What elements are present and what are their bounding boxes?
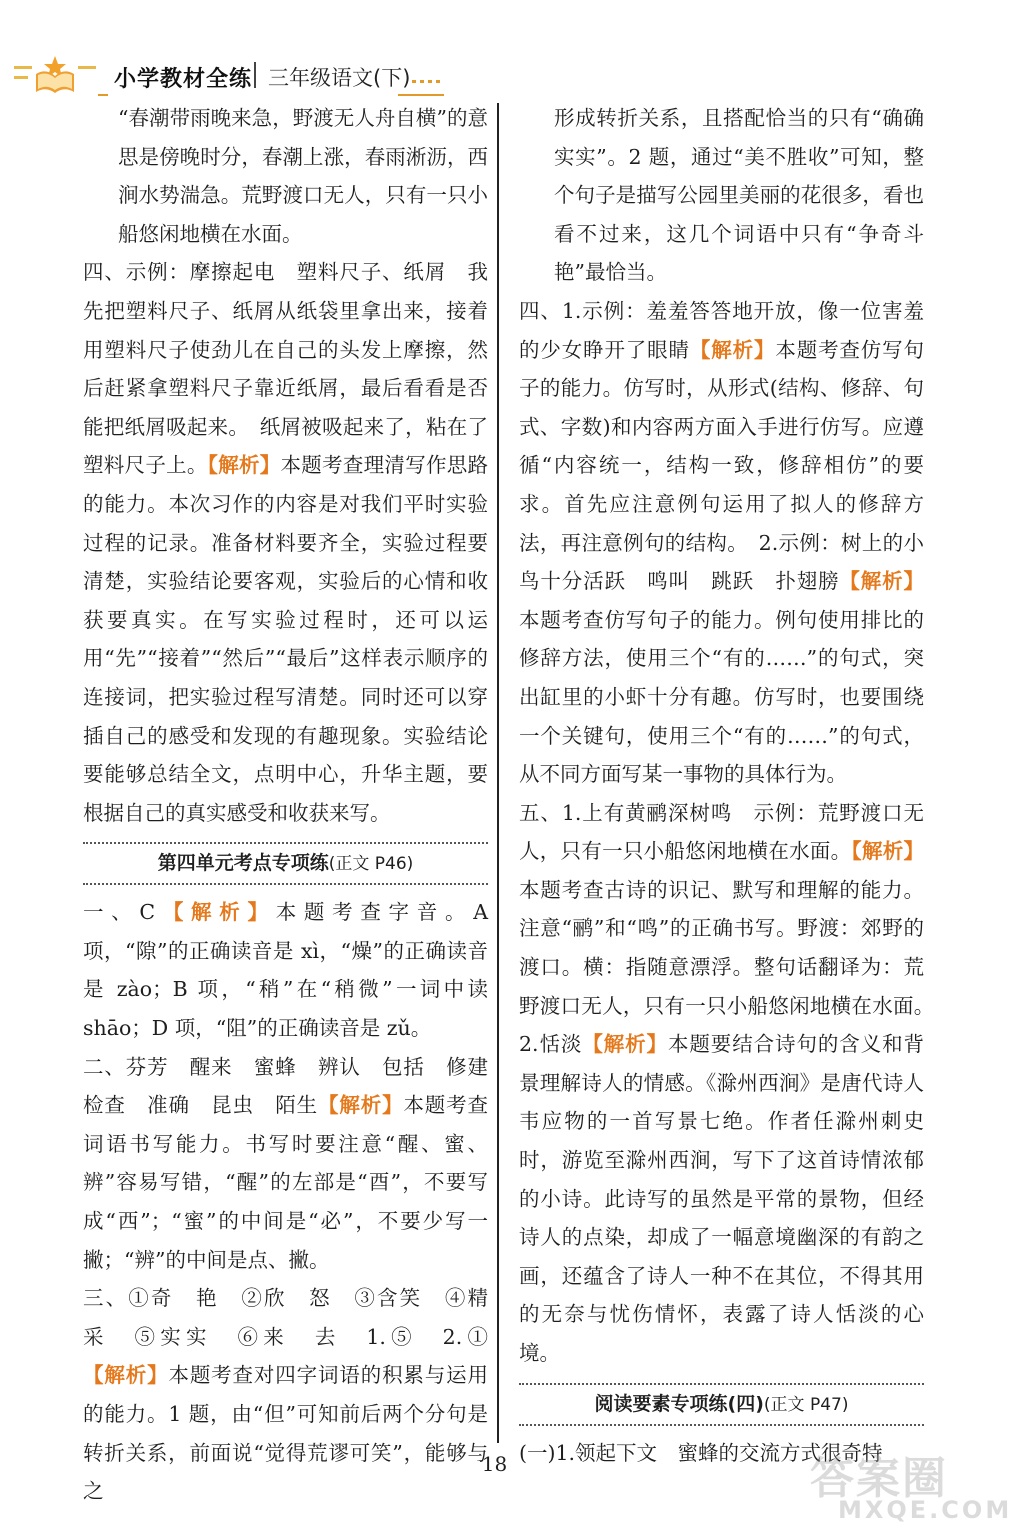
analysis-tag: 【解析】 <box>317 1093 404 1118</box>
section-title: 第四单元考点专项练 <box>157 852 329 875</box>
section-heading <box>83 842 488 885</box>
analysis-text-second: 本题考查仿写句子的能力。例句使用排比的修辞方法，使用三个“有的……”的句式，突出缸里的小虾十分有趣。仿写时，也要围绕一个关键句，使用三个“有的……”的句式，从不同方面写某一事物的具体行为。 <box>519 607 924 787</box>
answer-item-two <box>83 1048 509 1280</box>
section-title: 阅读要素专项练(四) <box>594 1392 764 1415</box>
answer-text: 三、①奇 艳 ②欣 怒 ③含笑 ④精 采 ⑤实实 ⑥来 去 1.⑤ 2.① <box>83 1286 509 1349</box>
analysis-text: 本题考查古诗的识记、默写和理解的能力。注意“鹂”和“鸣”的正确书写。野渡：郊野的渡口。横：指随意漂浮。整句话翻译为：荒野渡口无人，只有一只小船悠闲地横在水面。 2.恬淡 <box>519 877 945 1057</box>
analysis-tag: 【解析】 <box>83 1363 169 1388</box>
site-watermark <box>800 1440 1012 1532</box>
answer-text: 一、C <box>83 900 156 925</box>
reading-answer-first-line: (一)1.领起下文 蜜蜂的交流方式很奇特 <box>519 1440 883 1465</box>
right-column <box>519 99 945 1472</box>
page-header <box>0 0 989 100</box>
book-subject-title: 三年级语文(下) <box>268 66 411 90</box>
answer-item-one <box>83 893 488 1047</box>
page-number: 18 <box>481 1452 508 1476</box>
poem-explanation-paragraph: “春潮带雨晚来急，野渡无人舟自横”的意思是傍晚时分，春潮上涨，春雨淅沥，西涧水势湍急。荒野渡口无人，只有一只小船悠闲地横在水面。 <box>118 106 488 246</box>
answer-item-four-right <box>519 292 924 794</box>
watermark-logo-text: 答案圈 <box>810 1453 948 1504</box>
open-book-logo-icon <box>14 44 96 96</box>
analysis-text: 本题考查对四字词语的积累与运用的能力。1 题，由“但”可知前后两个分句是转折关系，前面说“觉得荒谬可笑”，能够与之 <box>83 1363 489 1504</box>
analysis-tag-second: 【解析】 <box>582 1032 668 1057</box>
section-heading-reading <box>519 1383 924 1426</box>
continued-analysis-paragraph: 形成转折关系，且搭配恰当的只有“确确实实”。2 题，通过“美不胜收”可知，整个句子是描写公园里美丽的花很多，看也看不过来，这几个词语中只有“争奇斗艳”最恰当。 <box>554 106 924 285</box>
section-page-ref: (正文 P47) <box>763 1394 849 1415</box>
answer-text: 五、1.上有黄鹂深树鸣 示例：荒野渡口无人，只有一只小船悠闲地横在水面。 <box>519 800 924 864</box>
header-separator <box>254 62 256 88</box>
analysis-text: 本题考查理清写作思路的能力。本次习作的内容是对我们平时实验过程的记录。准备材料要齐全，实验过程要清楚，实验结论要客观，实验后的心情和收获要真实。在写实验过程时，还可以运用“先”“接着”“然后”“最后”这样表示顺序的连接词，把实验过程写清楚。同时还可以穿插自己的感受和发现的有趣现象。实验结论要能够总结全文，点明中心，升华主题，要根据自己的真实感受和收获来写。 <box>83 453 489 825</box>
header-dots <box>412 80 442 83</box>
analysis-text: 本题考查词语书写能力。书写时要注意“醒、蜜、辨”容易写错，“醒”的左部是“酉”，不要写成“西”；“蜜”的中间是“必”，不要少写一撇；“辨”的中间是点、撇。 <box>83 1093 489 1272</box>
watermark-url: MXQE.COM <box>838 1496 1012 1524</box>
answer-item-four <box>83 253 488 832</box>
analysis-tag: 【解析】 <box>689 337 776 362</box>
analysis-text: 本题考查字音。A 项，“隙”的正确读音是 xì，“燥”的正确读音是 zào；B 项，“稍”在“稍微”一词中读 shāo；D 项，“阻”的正确读音是 zǔ。 <box>83 900 489 1041</box>
answer-text: 四、1.示例：羞羞答答地开放，像一位害羞的少女睁开了眼睛 <box>519 298 924 362</box>
analysis-text: 本题考查仿写句子的能力。仿写时，从形式(结构、修辞、句式、字数)和内容两方面入手进行仿写。应遵循“内容统一，结构一致，修辞相仿”的要求。首先应注意例句运用了拟人的修辞方法，再注意例句的结构。 2.示例：树上的小鸟十分活跃 鸣叫 跳跃 扑翅膀 <box>519 337 925 594</box>
analysis-tag: 【解析】 <box>155 900 276 925</box>
book-series-title: 小学教材全练 <box>114 67 253 92</box>
header-rule-right <box>398 94 444 96</box>
column-divider <box>497 103 499 1443</box>
section-page-ref: (正文 P46) <box>328 854 414 875</box>
analysis-tag: 【解析】 <box>851 839 925 864</box>
header-rule <box>98 94 108 96</box>
analysis-text-second: 本题要结合诗句的含义和背景理解诗人的情感。《滁州西涧》是唐代诗人韦应物的一首写景七绝。作者任滁州刺史时，游览至滁州西涧，写下了这首诗情浓郁的小诗。此诗写的虽然是平常的景物，但经诗人的点染，却成了一幅意境幽深的有韵之画，还蕴含了诗人一种不在其位，不得其用的无奈与忧伤情怀，表露了诗人恬淡的心境。 <box>519 1032 925 1365</box>
answer-text: 二、芬芳 醒来 蜜蜂 辨认 包括 修建 检查 准确 昆虫 陌生 <box>83 1054 509 1118</box>
analysis-tag: 【解析】 <box>207 453 281 478</box>
analysis-tag-second: 【解析】 <box>839 569 925 594</box>
answer-item-five <box>519 794 945 1373</box>
answer-text: 四、示例：摩擦起电 塑料尺子、纸屑 我先把塑料尺子、纸屑从纸袋里拿出来，接着用塑料尺子使劲儿在自己的头发上摩擦，然后赶紧拿塑料尺子靠近纸屑，最后看看是否能把纸屑吸起来。 纸屑被吸起来了，粘在了塑料尺子上。 <box>83 260 488 478</box>
